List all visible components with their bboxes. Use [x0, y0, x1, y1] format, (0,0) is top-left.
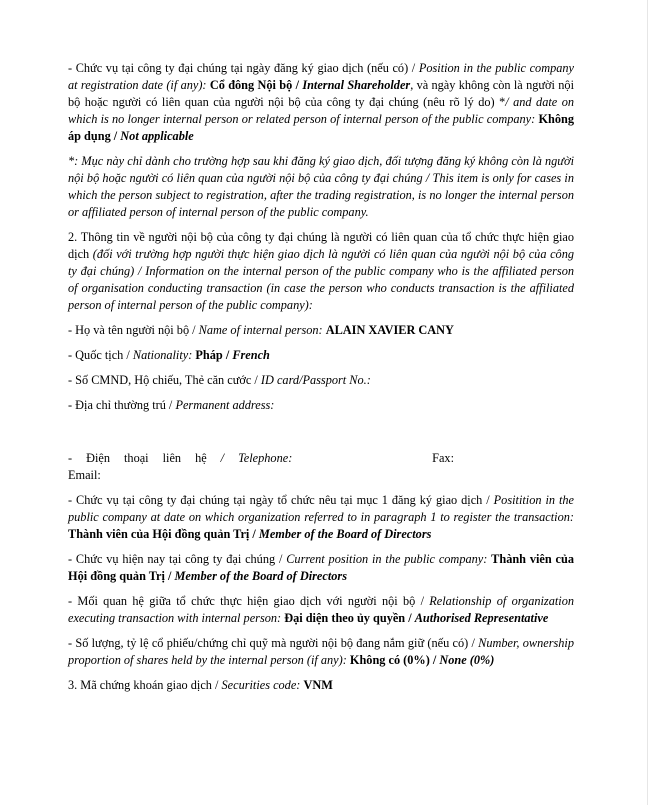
section-2-heading: 2. Thông tin về người nội bộ của công ty đại chúng là người có liên quan của tổ chức thực hiện giao dịch (đối với trường hợp người thực hiện giao dịch là người có liên quan của người nội bộ của công ty đại chúng) / Information on the internal person of the public company who is the affiliated person of organisation conducting transaction (in case the person who conducts transaction is the affiliated person of internal person of the public company):: [68, 230, 574, 312]
shares-held: - Số lượng, tỷ lệ cổ phiếu/chứng chỉ quỹ mà người nội bộ đang nắm giữ (nếu có) / Number, ownership proportion of shares held by the internal person (if any): Không có (0%) / None (0%): [68, 636, 574, 667]
telephone-fax-row: - Điện thoại liên hệ / Telephone: Fax:: [68, 450, 574, 467]
current-position: - Chức vụ hiện nay tại công ty đại chúng / Current position in the public company: Thành viên của Hội đồng quản Trị / Member of the Board of Directors: [68, 552, 574, 583]
id-card: - Số CMND, Hộ chiếu, Thẻ căn cước / ID card/Passport No.:: [68, 373, 371, 387]
position-at-registration: - Chức vụ tại công ty đại chúng tại ngày đăng ký giao dịch (nếu có) / Position in the public company at registration date (if any): Cổ đông Nội bộ / Internal Shareholder, và ngày không còn là người nội bộ hoặc người có liên quan của người nội bộ của công ty đại chúng (nêu rõ lý do) */ and date on which is no longer internal person or related person of internal person of the public company: Không áp dụng / Not applicable: [68, 61, 574, 143]
page-edge-line: [647, 0, 648, 805]
document-page: [68, 60, 574, 702]
position-at-org-registration: - Chức vụ tại công ty đại chúng tại ngày tổ chức nêu tại mục 1 đăng ký giao dịch / Positition in the public company at date on which organization referred to in paragraph 1 to register the transaction: Thành viên của Hội đồng quản Trị / Member of the Board of Directors: [68, 493, 575, 541]
relationship: - Mối quan hệ giữa tổ chức thực hiện giao dịch với người nội bộ / Relationship of organization executing transaction with internal person: Đại diện theo ủy quyền / Authorised Representative: [68, 594, 574, 625]
telephone-label: Telephone:: [238, 451, 293, 465]
section-3-securities-code: 3. Mã chứng khoán giao dịch / Securities code: VNM: [68, 678, 333, 692]
fax-label: Fax:: [432, 451, 454, 465]
footnote: *: Mục này chỉ dành cho trường hợp sau khi đăng ký giao dịch, đối tượng đăng ký không còn là người nội bộ hoặc người có liên quan của người nội bộ của công ty đại chúng / This item is only for cases in which the person subject to registration, after the trading registration, is no longer the internal person or affiliated person of internal person of the public company.: [68, 154, 574, 219]
email-label: Email:: [68, 468, 101, 482]
permanent-address: - Địa chỉ thường trú / Permanent address:: [68, 398, 275, 412]
internal-person-name: - Họ và tên người nội bộ / Name of internal person: ALAIN XAVIER CANY: [68, 323, 454, 337]
contact-line: [68, 450, 574, 467]
nationality: - Quốc tịch / Nationality: Pháp / French: [68, 348, 270, 362]
